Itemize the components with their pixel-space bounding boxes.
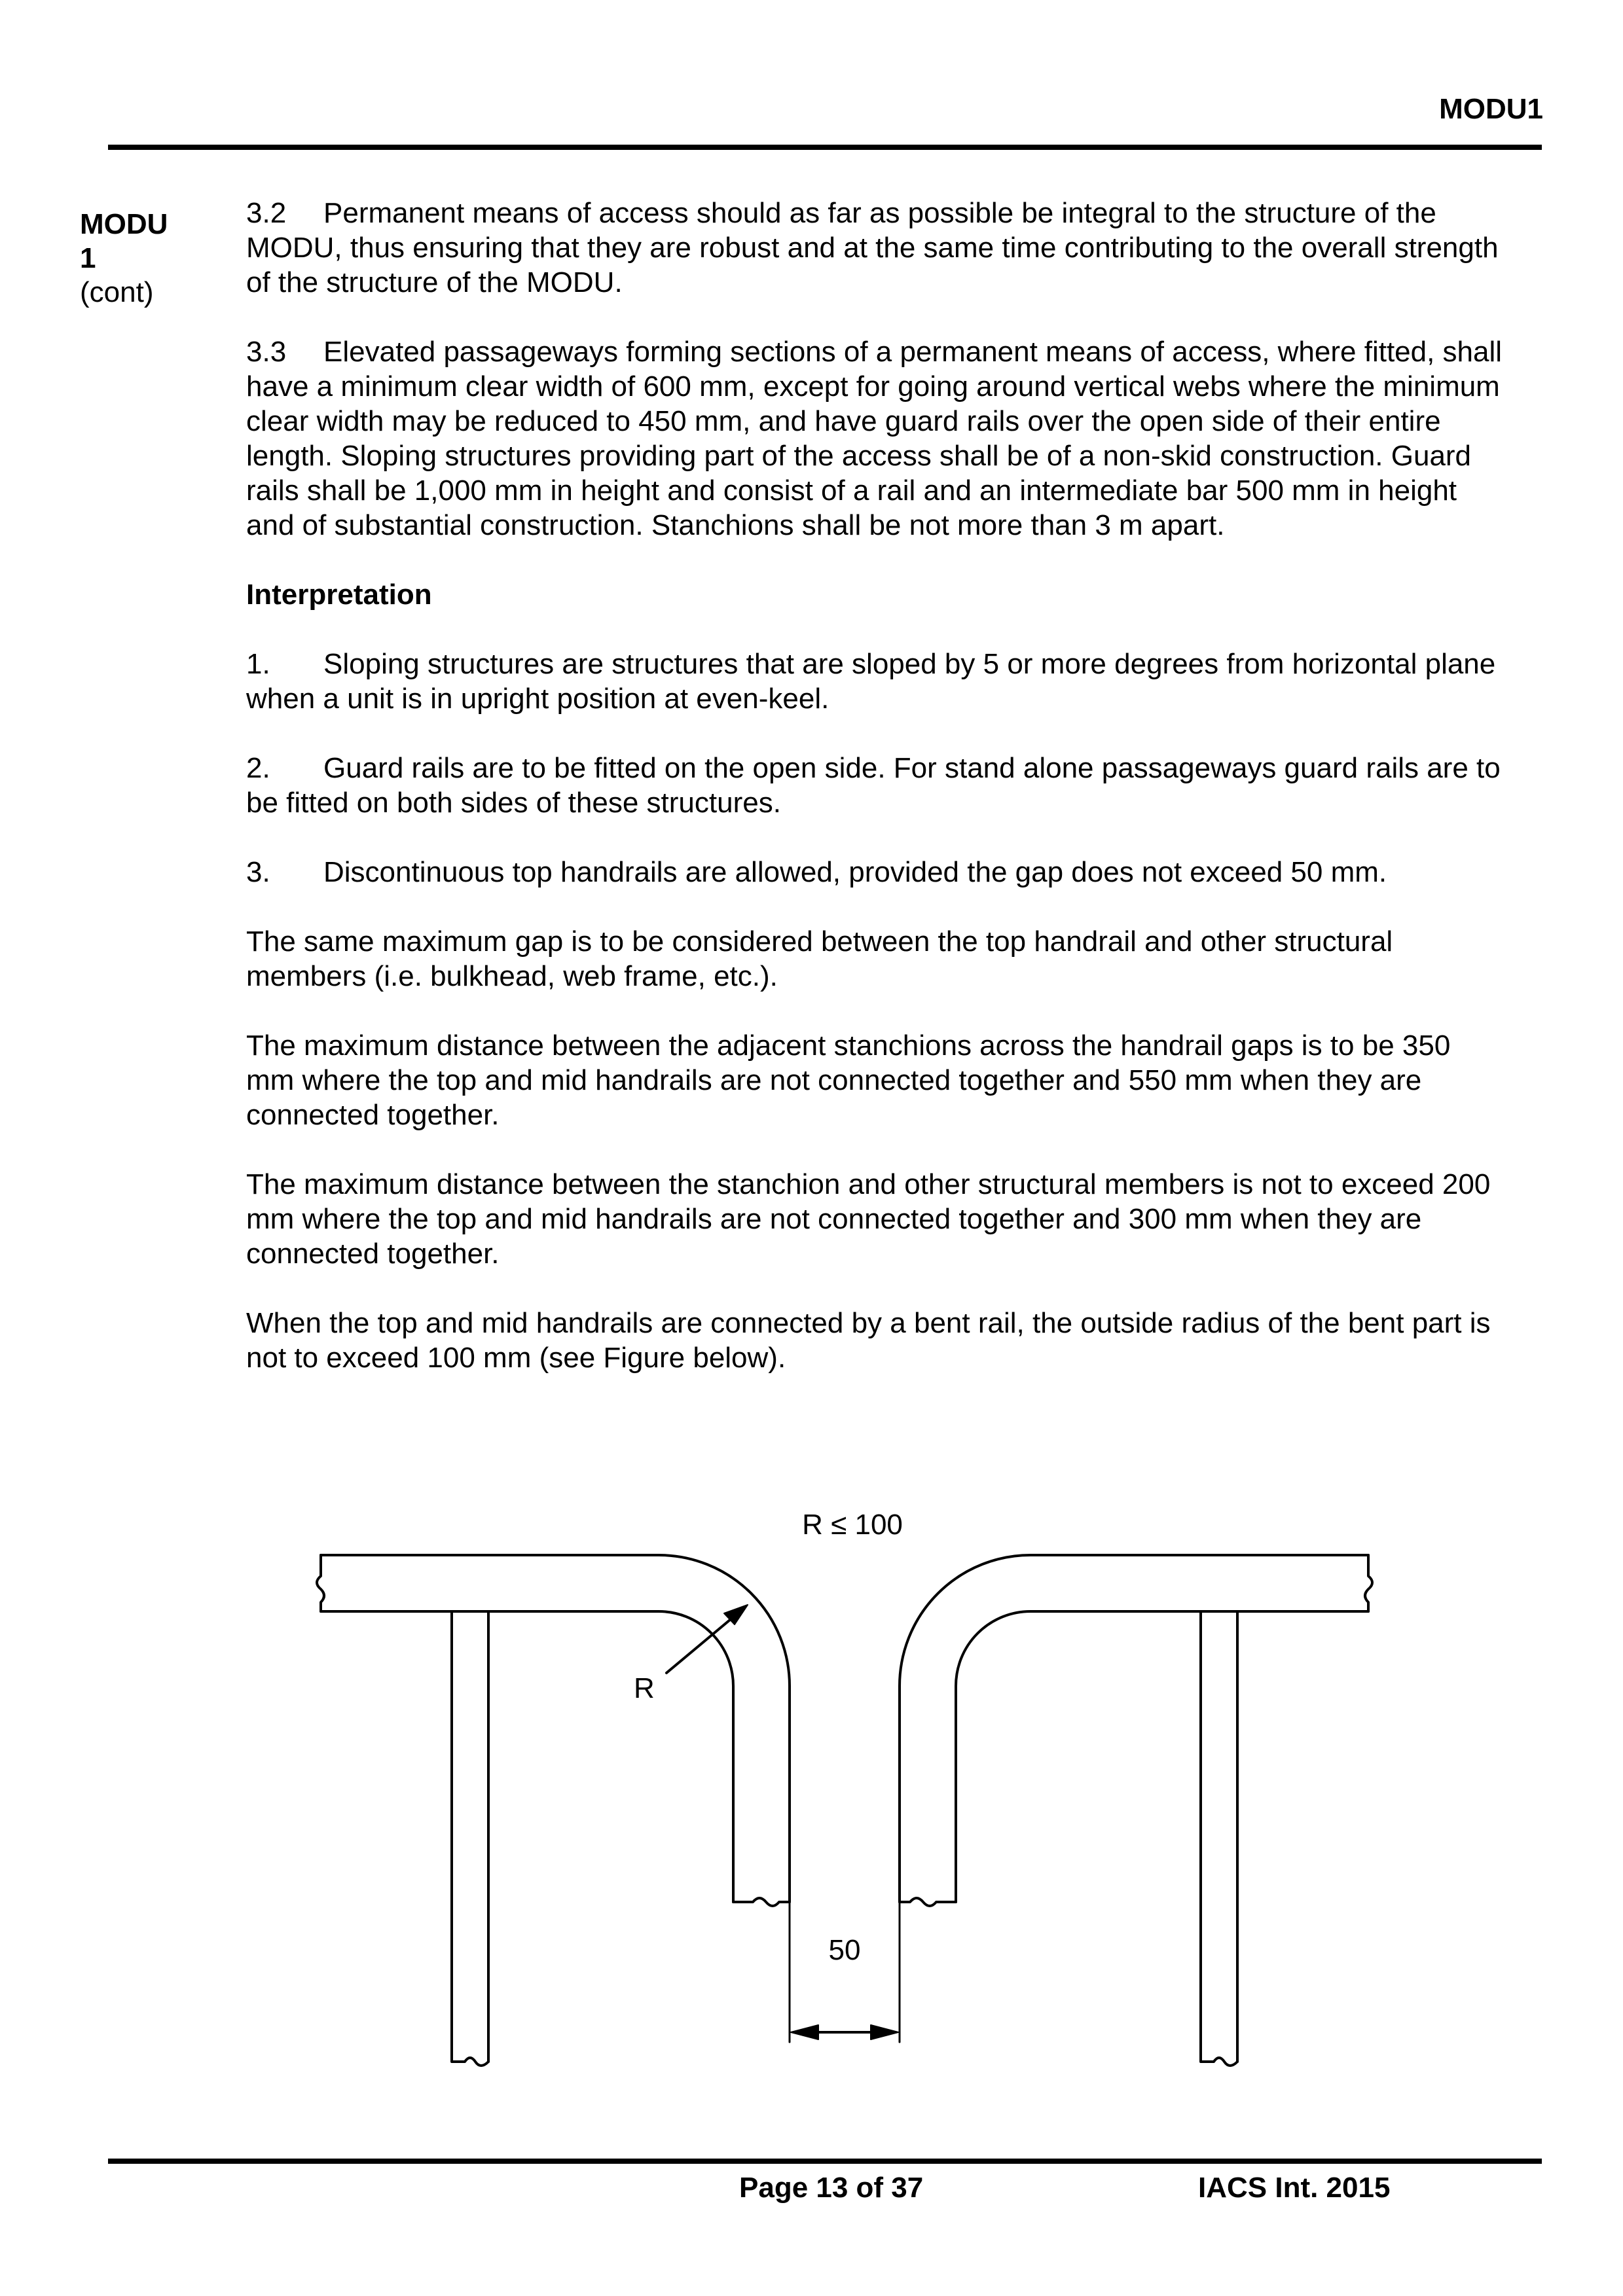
paragraph-3-2	[246, 196, 1503, 300]
body-text	[246, 196, 1503, 1410]
header-rule	[108, 145, 1542, 150]
footer-rule	[108, 2159, 1542, 2164]
paragraph-bent-rail: When the top and mid handrails are connected by a bent rail, the outside radius of the bent part is not to exceed 100 mm (see Figure below).	[246, 1307, 1491, 1374]
paragraph-number: 3.3	[246, 336, 287, 368]
interpretation-item-2	[246, 751, 1503, 820]
left-rail-break	[317, 1555, 324, 1611]
radius-limit-label: R ≤ 100	[802, 1509, 903, 1541]
handrail-gap-figure	[308, 1492, 1421, 2081]
right-rail-break	[1365, 1555, 1372, 1611]
paragraph-gap: The same maximum gap is to be considered between the top handrail and other structural members (i.e. bulkhead, web frame, etc.).	[246, 925, 1393, 992]
gap-dimension-label: 50	[828, 1934, 861, 1966]
right-stanchion	[1201, 1611, 1237, 2066]
interpretation-item-1	[246, 647, 1503, 716]
left-stanchion	[452, 1611, 488, 2066]
left-rail-bottom-break	[733, 1898, 790, 1906]
item-text: Sloping structures are structures that are sloped by 5 or more degrees from horizontal plane when a unit is in upright position at even-keel.	[246, 648, 1496, 715]
gap-arrow-left	[791, 2025, 818, 2039]
left-rail-inner-edge	[321, 1611, 733, 1902]
interpretation-heading: Interpretation	[246, 579, 432, 611]
item-text: Guard rails are to be fitted on the open side. For stand alone passageways guard rails are to be fitted on both sides of these structures.	[246, 752, 1501, 819]
left-rail-outer-edge	[321, 1555, 790, 1902]
right-rail-inner-edge	[956, 1611, 1368, 1902]
header-code: MODU1	[1439, 93, 1543, 125]
paragraph-3-3	[246, 334, 1503, 543]
paragraph-number: 3.2	[246, 197, 287, 229]
radius-label: R	[634, 1672, 655, 1704]
item-text: Discontinuous top handrails are allowed, provided the gap does not exceed 50 mm.	[323, 856, 1387, 888]
paragraph-stanchions: The maximum distance between the adjacent stanchions across the handrail gaps is to be 350 mm where the top and mid handrails are not connected together and 550 mm when they are connected together.	[246, 1030, 1451, 1131]
gap-extension-lines	[790, 1902, 900, 2042]
paragraph-text: Permanent means of access should as far as possible be integral to the structure of the MODU, thus ensuring that they are robust and at the same time contributing to the overall strength of the structure of the MODU.	[246, 197, 1499, 298]
item-number: 1.	[246, 648, 270, 680]
margin-label-line3: (cont)	[80, 276, 154, 308]
right-rail-bottom-break	[900, 1898, 956, 1906]
item-number: 2.	[246, 752, 270, 784]
footer-organization: IACS Int. 2015	[1198, 2172, 1391, 2204]
right-rail-outer-edge	[900, 1555, 1368, 1902]
paragraph-structural-members: The maximum distance between the stanchion and other structural members is not to exceed 200 mm where the top and mid handrails are not connected together and 300 mm when they are connected together.	[246, 1168, 1491, 1270]
item-number: 3.	[246, 856, 270, 888]
gap-arrow-right	[871, 2025, 898, 2039]
page-number: Page 13 of 37	[739, 2172, 924, 2204]
margin-label-line1: MODU	[80, 208, 168, 240]
interpretation-item-3	[246, 855, 1503, 889]
margin-label-line2: 1	[80, 242, 96, 274]
paragraph-text: Elevated passageways forming sections of a permanent means of access, where fitted, shall have a minimum clear width of 600 mm, except for going around vertical webs where the minimum clear width may be reduced to 450 mm, and have guard rails over the open side of their entire length. Sloping structures providing part of the access shall be of a non-skid construction. Guard rails shall be 1,000 mm in height and consist of a rail and an intermediate bar 500 mm in height and of substantial construction. Stanchions shall be not more than 3 m apart.	[246, 336, 1503, 541]
margin-label	[80, 207, 168, 310]
